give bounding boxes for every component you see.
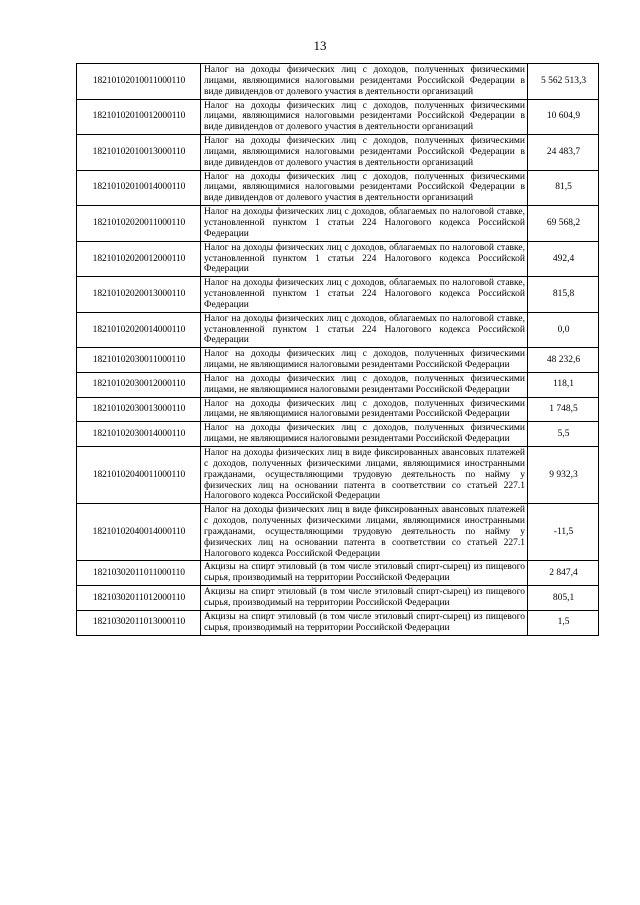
- classification-code: 18210102040014000110: [77, 504, 201, 561]
- table-row: [77, 64, 599, 100]
- table-row: [77, 422, 599, 447]
- revenue-amount: 48 232,6: [528, 348, 599, 373]
- revenue-amount: 24 483,7: [528, 135, 599, 171]
- revenue-name: Налог на доходы физических лиц в виде фиксированных авансовых платежей с доходов, полученных физическими лицами, являющимися иностранными гражданами, осуществляющими трудовую деятельность по найму у физических лиц на основании патента в соответствии со статьей 227.1 Налогового кодекса Российской Федерации: [201, 447, 528, 504]
- revenue-name: Налог на доходы физических лиц с доходов, полученных физическими лицами, не являющимися налоговыми резидентами Российской Федерации: [201, 397, 528, 422]
- classification-code: 18210302011012000110: [77, 586, 201, 611]
- revenue-name: Налог на доходы физических лиц в виде фиксированных авансовых платежей с доходов, полученных физическими лицами, являющимися иностранными гражданами, осуществляющими трудовую деятельность по найму у физических лиц на основании патента в соответствии со статьей 227.1 Налогового кодекса Российской Федерации: [201, 504, 528, 561]
- table-row: [77, 372, 599, 397]
- revenue-amount: 1 748,5: [528, 397, 599, 422]
- revenue-amount: 805,1: [528, 586, 599, 611]
- table-row: [77, 135, 599, 171]
- revenue-name: Налог на доходы физических лиц с доходов, облагаемых по налоговой ставке, установленной пунктом 1 статьи 224 Налогового кодекса Российской Федерации: [201, 277, 528, 313]
- revenue-name: Налог на доходы физических лиц с доходов, полученных физическими лицами, не являющимися налоговыми резидентами Российской Федерации: [201, 348, 528, 373]
- revenue-name: Налог на доходы физических лиц с доходов, полученных физическими лицами, не являющимися налоговыми резидентами Российской Федерации: [201, 422, 528, 447]
- table-row: [77, 504, 599, 561]
- classification-code: 18210102030012000110: [77, 372, 201, 397]
- revenue-amount: 118,1: [528, 372, 599, 397]
- classification-code: 18210302011011000110: [77, 561, 201, 586]
- revenue-name: Налог на доходы физических лиц с доходов, облагаемых по налоговой ставке, установленной пунктом 1 статьи 224 Налогового кодекса Российской Федерации: [201, 312, 528, 348]
- revenue-amount: 0,0: [528, 312, 599, 348]
- revenue-amount: 492,4: [528, 241, 599, 277]
- classification-code: 18210102020012000110: [77, 241, 201, 277]
- revenue-name: Налог на доходы физических лиц с доходов, полученных физическими лицами, являющимися налоговыми резидентами Российской Федерации в виде дивидендов от долевого участия в деятельности организаций: [201, 135, 528, 171]
- table-row: [77, 561, 599, 586]
- revenue-name: Налог на доходы физических лиц с доходов, облагаемых по налоговой ставке, установленной пунктом 1 статьи 224 Налогового кодекса Российской Федерации: [201, 241, 528, 277]
- revenue-name: Налог на доходы физических лиц с доходов, полученных физическими лицами, являющимися налоговыми резидентами Российской Федерации в виде дивидендов от долевого участия в деятельности организаций: [201, 99, 528, 135]
- revenue-name: Налог на доходы физических лиц с доходов, полученных физическими лицами, не являющимися налоговыми резидентами Российской Федерации: [201, 372, 528, 397]
- revenue-amount: 81,5: [528, 170, 599, 206]
- revenue-table-body: [77, 64, 599, 636]
- page-number: 13: [313, 38, 327, 53]
- classification-code: 18210102010011000110: [77, 64, 201, 100]
- table-row: [77, 610, 599, 635]
- table-row: [77, 312, 599, 348]
- revenue-name: Акцизы на спирт этиловый (в том числе этиловый спирт-сырец) из пищевого сырья, производимый на территории Российской Федерации: [201, 561, 528, 586]
- revenue-table: [76, 63, 599, 636]
- table-row: [77, 170, 599, 206]
- table-row: [77, 277, 599, 313]
- revenue-amount: 815,8: [528, 277, 599, 313]
- table-row: [77, 206, 599, 242]
- revenue-name: Налог на доходы физических лиц с доходов, облагаемых по налоговой ставке, установленной пунктом 1 статьи 224 Налогового кодекса Российской Федерации: [201, 206, 528, 242]
- revenue-name: Налог на доходы физических лиц с доходов, полученных физическими лицами, являющимися налоговыми резидентами Российской Федерации в виде дивидендов от долевого участия в деятельности организаций: [201, 64, 528, 100]
- revenue-name: Акцизы на спирт этиловый (в том числе этиловый спирт-сырец) из пищевого сырья, производимый на территории Российской Федерации: [201, 610, 528, 635]
- table-row: [77, 99, 599, 135]
- classification-code: 18210102020014000110: [77, 312, 201, 348]
- classification-code: 18210102010012000110: [77, 99, 201, 135]
- classification-code: 18210102040011000110: [77, 447, 201, 504]
- table-row: [77, 348, 599, 373]
- classification-code: 18210102010013000110: [77, 135, 201, 171]
- classification-code: 18210302011013000110: [77, 610, 201, 635]
- classification-code: 18210102030011000110: [77, 348, 201, 373]
- revenue-amount: 5,5: [528, 422, 599, 447]
- revenue-name: Акцизы на спирт этиловый (в том числе этиловый спирт-сырец) из пищевого сырья, производимый на территории Российской Федерации: [201, 586, 528, 611]
- revenue-amount: 5 562 513,3: [528, 64, 599, 100]
- revenue-amount: 1,5: [528, 610, 599, 635]
- revenue-amount: -11,5: [528, 504, 599, 561]
- revenue-amount: 2 847,4: [528, 561, 599, 586]
- classification-code: 18210102030014000110: [77, 422, 201, 447]
- classification-code: 18210102020011000110: [77, 206, 201, 242]
- table-row: [77, 241, 599, 277]
- classification-code: 18210102010014000110: [77, 170, 201, 206]
- revenue-name: Налог на доходы физических лиц с доходов, полученных физическими лицами, являющимися налоговыми резидентами Российской Федерации в виде дивидендов от долевого участия в деятельности организаций: [201, 170, 528, 206]
- classification-code: 18210102030013000110: [77, 397, 201, 422]
- table-row: [77, 447, 599, 504]
- revenue-amount: 9 932,3: [528, 447, 599, 504]
- revenue-amount: 69 568,2: [528, 206, 599, 242]
- classification-code: 18210102020013000110: [77, 277, 201, 313]
- table-row: [77, 397, 599, 422]
- table-row: [77, 586, 599, 611]
- revenue-amount: 10 604,9: [528, 99, 599, 135]
